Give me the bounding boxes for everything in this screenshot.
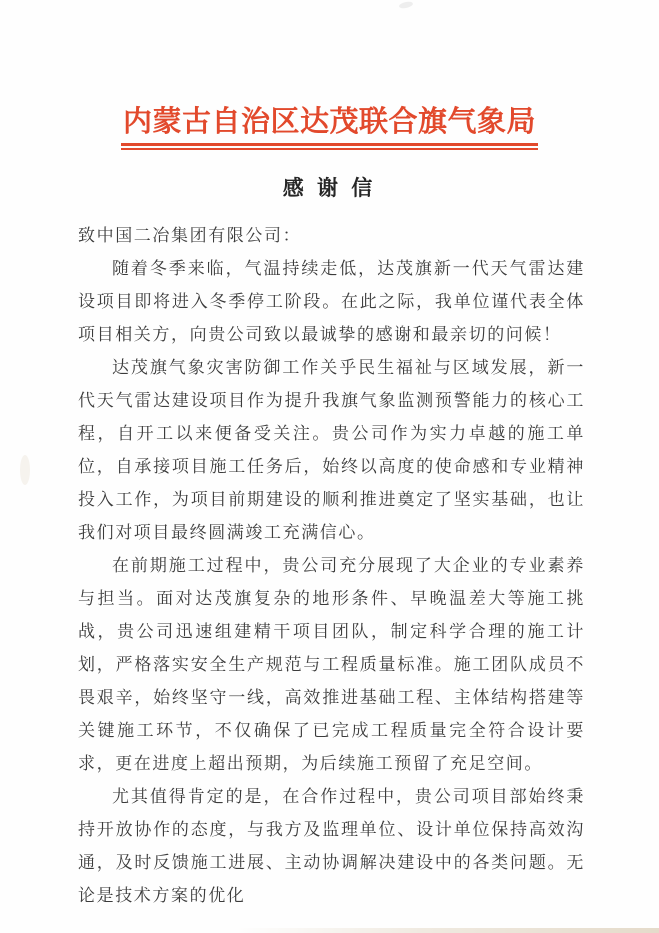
paragraph-1: 随着冬季来临，气温持续走低，达茂旗新一代天气雷达建设项目即将进入冬季停工阶段。在此之际，我单位谨代表全体项目相关方，向贵公司致以最诚挚的感谢和最亲切的问候！ [78, 259, 585, 344]
letter-title: 感 谢 信 [282, 176, 377, 200]
salutation: 致中国二冶集团有限公司： [78, 226, 302, 245]
letterhead [0, 0, 659, 146]
paragraph-3: 在前期施工过程中，贵公司充分展现了大企业的专业素养与担当。面对达茂旗复杂的地形条件、早晚温差大等施工挑战，贵公司迅速组建精干项目团队，制定科学合理的施工计划，严格落实安全生产规范与工程质量标准。施工团队成员不畏艰辛，始终坚守一线，高效推进基础工程、主体结构搭建等关键施工环节，不仅确保了已完成工程质量完全符合设计要求，更在进度上超出预期，为后续施工预留了充足空间。 [78, 556, 585, 773]
paragraph-2: 达茂旗气象灾害防御工作关乎民生福祉与区域发展，新一代天气雷达建设项目作为提升我旗气象监测预警能力的核心工程，自开工以来便备受关注。贵公司作为实力卓越的施工单位，自承接项目施工任务后，始终以高度的使命感和专业精神投入工作，为项目前期建设的顺利推进奠定了坚实基础，也让我们对项目最终圆满竣工充满信心。 [78, 358, 585, 542]
letterhead-title: 内蒙古自治区达茂联合旗气象局 [121, 104, 538, 146]
scan-smudge-left-artifact [20, 455, 30, 485]
paragraph-4-truncated: 尤其值得肯定的是，在合作过程中，贵公司项目部始终秉持开放协作的态度，与我方及监理单位、设计单位保持高效沟通，及时反馈施工进展、主动协调解决建设中的各类问题。无论是技术方案的优化 [78, 787, 585, 905]
scan-bottom-edge-shadow-artifact [235, 928, 659, 933]
letter-body [78, 219, 585, 912]
